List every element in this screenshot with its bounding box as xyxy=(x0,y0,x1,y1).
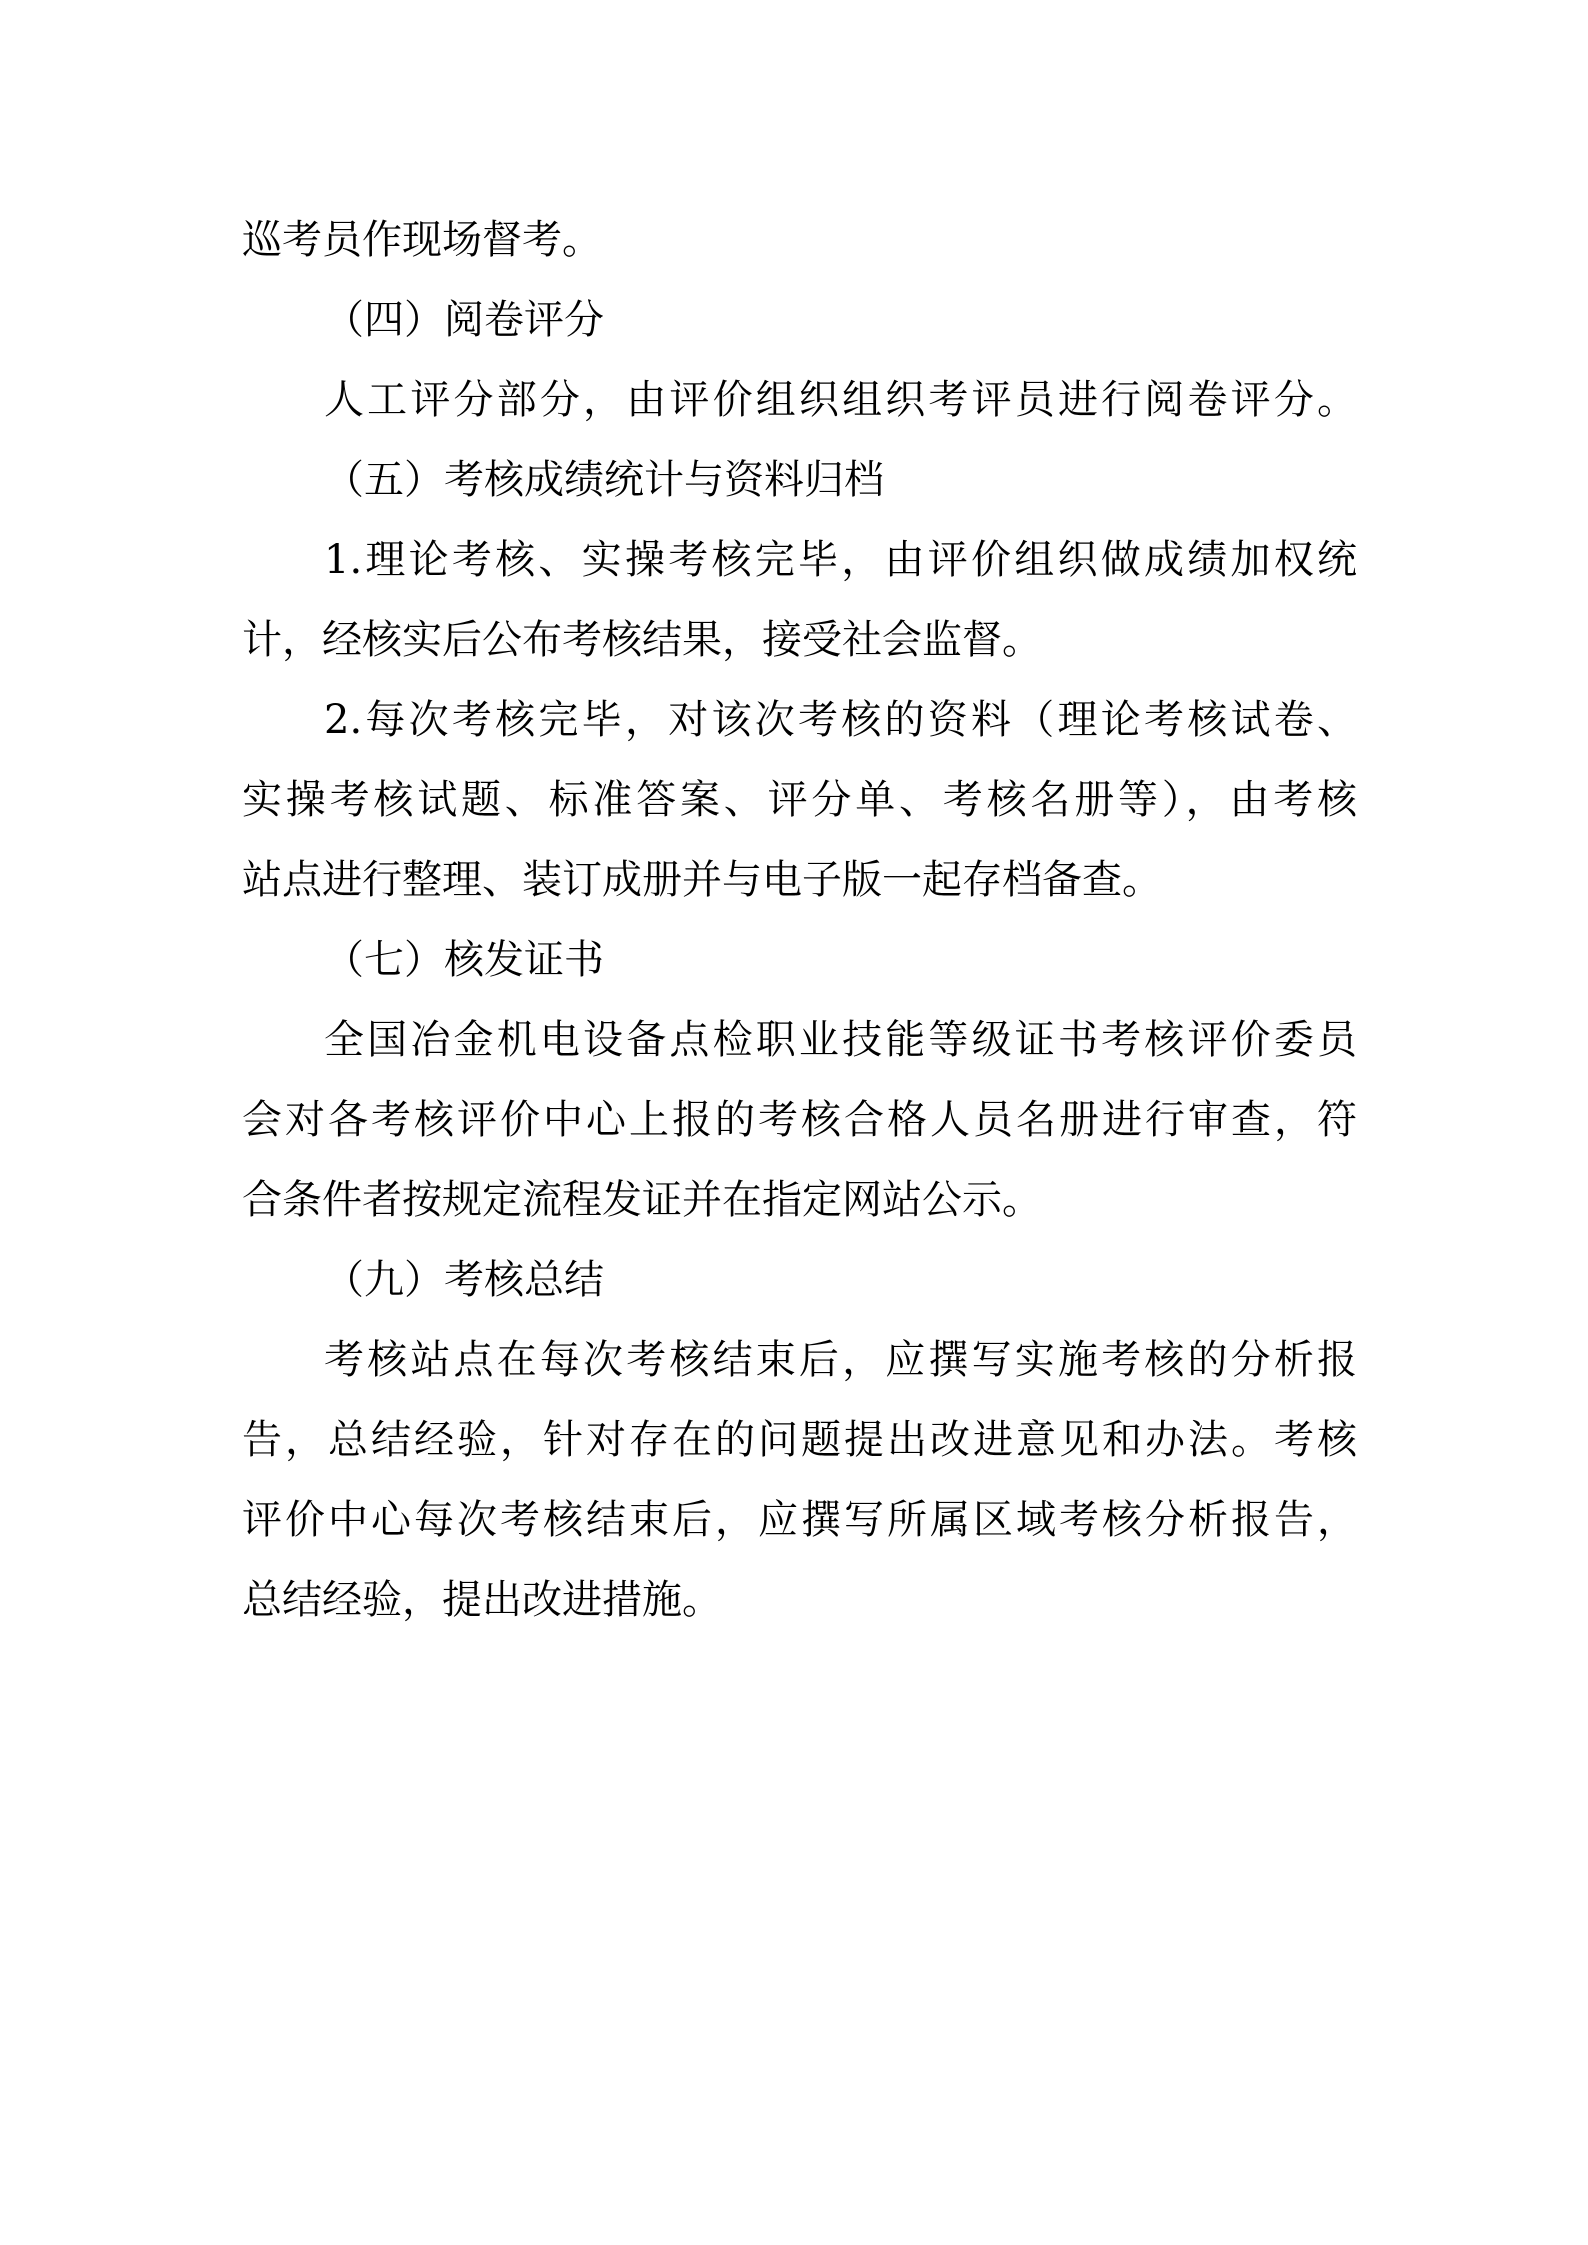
paragraph-line: 1.理论考核、实操考核完毕，由评价组织做成绩加权统 xyxy=(324,537,1357,583)
paragraph-line: 合条件者按规定流程发证并在指定网站公示。 xyxy=(242,1177,1042,1223)
section-heading: （四）阅卷评分 xyxy=(324,297,604,343)
paragraph-line: 2.每次考核完毕，对该次考核的资料（理论考核试卷、 xyxy=(324,697,1357,743)
paragraph-line: 会对各考核评价中心上报的考核合格人员名册进行审查，符 xyxy=(242,1097,1357,1143)
paragraph-line: 巡考员作现场督考。 xyxy=(242,217,602,263)
paragraph-line: 评价中心每次考核结束后，应撰写所属区域考核分析报告， xyxy=(242,1497,1357,1543)
paragraph-line: 人工评分部分，由评价组织组织考评员进行阅卷评分。 xyxy=(324,377,1357,423)
section-heading: （九）考核总结 xyxy=(324,1257,604,1303)
paragraph-line: 站点进行整理、装订成册并与电子版一起存档备查。 xyxy=(242,857,1162,903)
section-heading: （七）核发证书 xyxy=(324,937,604,983)
paragraph-line: 告，总结经验，针对存在的问题提出改进意见和办法。考核 xyxy=(242,1417,1357,1463)
paragraph-line: 计，经核实后公布考核结果，接受社会监督。 xyxy=(242,617,1042,663)
section-heading: （五）考核成绩统计与资料归档 xyxy=(324,457,884,503)
paragraph-line: 全国冶金机电设备点检职业技能等级证书考核评价委员 xyxy=(324,1017,1357,1063)
paragraph-line: 总结经验，提出改进措施。 xyxy=(242,1577,722,1623)
paragraph-line: 考核站点在每次考核结束后，应撰写实施考核的分析报 xyxy=(324,1337,1357,1383)
paragraph-line: 实操考核试题、标准答案、评分单、考核名册等），由考核 xyxy=(242,777,1357,823)
document-body xyxy=(242,200,1357,1640)
